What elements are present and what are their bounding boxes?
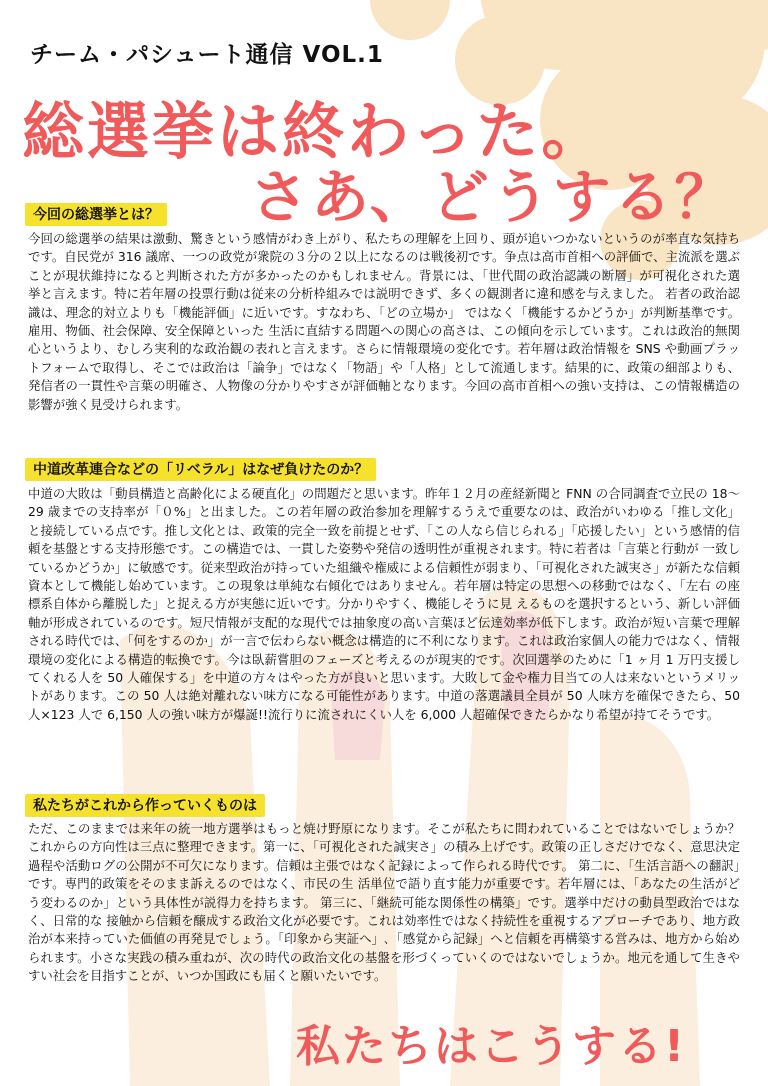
section-body-2: 中道の大敗は「動員構造と高齢化による硬直化」の問題だと思います。昨年１２月の産経新聞と FNN の合同調査で立民の 18〜29 歳までの支持率が「０%」と出ました。この若年層の政治参加を理解するうえで重要なのは、政治がいわゆる「推し文化」と接続している点です。推し文化とは、政策的完全一致を前提とせず、「この人なら信じられる」「応援したい」という感情的信頼を基盤とする支持形態です。この構造では、一貫した姿勢や発信の透明性が重視されます。特に若者は「言葉と行動が 一致しているかどうか」に敏感です。従来型政治が持っていた組織や権威による信頼性が弱まり、「可視化された誠実さ」が新たな信頼資本として機能し始めています。この現象は単純な右傾化ではありません。若年層は特定の思想への移動ではなく、「左右 の座標系自体から離脱した」と捉える方が実態に近いです。分かりやすく、機能しそうに見 えるものを選択するという、新しい評価軸が形成されているのです。短尺情報が支配的な現代では抽象度の高い言葉ほど伝達効率が低下します。政治が短い言葉で理解される時代では、「何をするのか」が一言で伝わらない概念は構造的に不利になります。これは政治家個人の能力ではなく、情報環境の変化による構造的転換です。今は臥薪嘗胆のフェーズと考えるのが現実的です。次回選挙のために「1 ヶ月 1 万円支援してくれる人を 50 人確保する」を中道の方々はやった方が良いと思います。大敗して金や権力目当ての人は来ないというメリットがあります。この 50 人は絶対離れない味方になる可能性があります。中道の落選議員全員が 50 人味方を確保できたら、50 人×123 人で 6,150 人の強い味方が爆誕!!流行りに流されにくい人を 6,000 人超確保できたらかなり希望が持てそうです。	[28, 486, 740, 722]
headline-line-2: さあ、どうする？	[250, 163, 736, 231]
section-heading-2: 中道改革連合などの「リベラル」はなぜ負けたのか？	[25, 458, 376, 481]
section-body-1: 今回の総選挙の結果は激動、驚きという感情がわき上がり、私たちの理解を上回り、頭が追いつかないというのが率直な気持ちです。自民党が 316 議席、一つの政党が衆院の３分の２以上になるのは戦後初です。争点は高市首相への評価で、主流派を選ぶことが現状維持になると判断された方が多かったのかもしれません。背景には、「世代間の政治認識の断層」が可視化された選挙と言えます。特に若年層の投票行動は従来の分析枠組みでは説明できず、多くの観測者に違和感を与えました。 若者の政治認識は、理念的対立よりも「機能評価」に近いです。すなわち、「どの立場か」 ではなく「機能するかどうか」が判断基準です。雇用、物価、社会保障、安全保障といった 生活に直結する問題への関心の高さは、この傾向を示しています。これは政治的無関心というより、むしろ実利的な政治観の表れと言えます。さらに情報環境の変化です。若年層は政治情報を SNS や動画プラットフォームで取得し、そこでは政治は「論争」ではなく「物語」や「人格」として流通します。結果的に、政策の細部よりも、発信者の一貫性や言葉の明確さ、人物像の分かりやすさが評価軸となります。今回の高市首相への強い支持は、この情報構造の影響が強く見受けられます。	[28, 231, 740, 412]
footer-slogan: 私たちはこうする!	[296, 1021, 687, 1072]
headline-line-1: 総選挙は終わった。	[22, 95, 607, 168]
newsletter-title: チーム・パシュート通信 VOL.1	[30, 42, 384, 68]
section-heading-3: 私たちがこれから作っていくものは	[25, 794, 265, 817]
section-heading-1: 今回の総選挙とは？	[25, 203, 167, 226]
section-body-3: ただ、このままでは来年の統一地方選挙はもっと焼け野原になります。そこが私たちに問われていることではないでしょうか？ これからの方向性は三点に整理できます。第一に、「可視化された誠実さ」の積み上げです。政策の正しさだけでなく、意思決定過程や活動ログの公開が不可欠になります。信頼は主張ではなく記録によって作られる時代です。 第二に、「生活言語への翻訳」です。専門的政策をそのまま訴えるのではなく、市民の生 活単位で語り直す能力が重要です。若年層には、「あなたの生活がどう変わるのか」という具体性が説得力を持ちます。 第三に、「継続可能な関係性の構築」です。選挙中だけの動員型政治ではなく、日常的な 接触から信頼を醸成する政治文化が必要です。これは効率性ではなく持続性を重視するアプローチであり、地方政治が本来持っていた価値の再発見でしょう。「印象から実証へ」､「感覚から記録」へと信頼を再構築する営みは、地方から始められます。小さな実践の積み重ねが、次の時代の政治文化の基盤を形づくっていくのではないでしょうか。地元を通して生きやすい社会を目指すことが、いつか国政にも届くと願いたいです。	[28, 821, 740, 984]
